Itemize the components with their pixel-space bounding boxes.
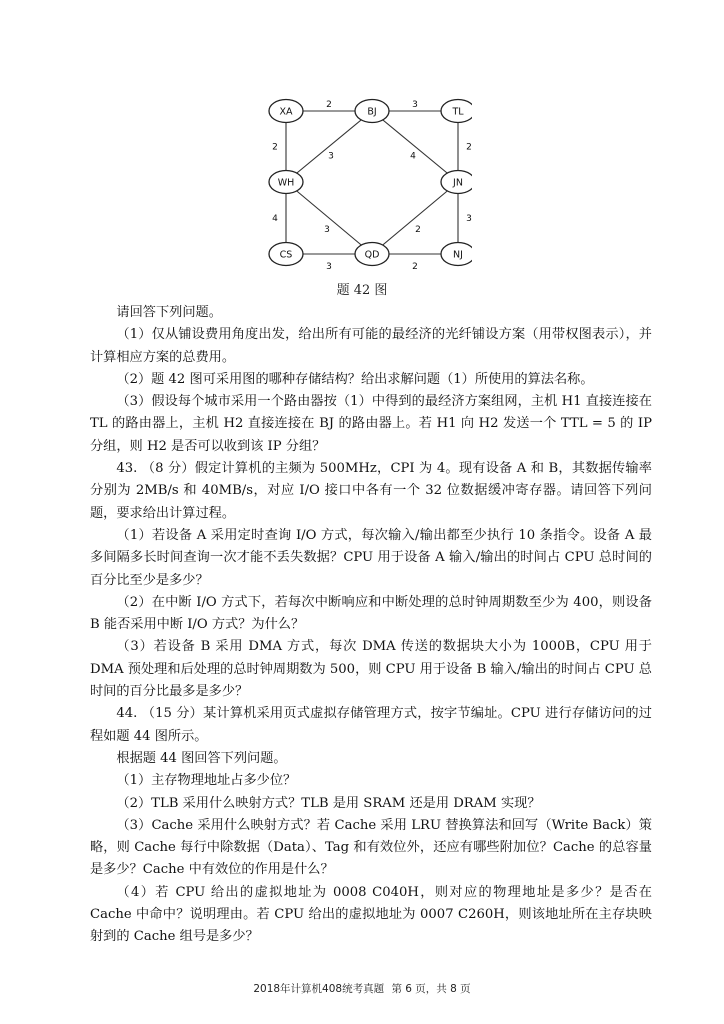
paragraph: 请回答下列问题。 (116, 305, 222, 320)
graph-node-nj (441, 243, 472, 266)
paragraph: （2）TLB 采用什么映射方式？TLB 是用 SRAM 还是用 DRAM 实现？ (116, 795, 541, 811)
edge-weight-label: 4 (410, 151, 416, 162)
paragraph: （1）主存物理地址占多少位？ (116, 773, 297, 789)
paragraph: 44. （15 分）某计算机采用页式虚拟存储管理方式，按字节编址。CPU 进行存储访问的过程如题 44 图所示。 (90, 706, 652, 744)
graph-node-cs (269, 243, 303, 266)
graph-node-wh (269, 171, 303, 194)
paragraph: （3）假设每个城市采用一个路由器按（1）中得到的最经济方案组网，主机 H1 直接连接在 TL 的路由器上，主机 H2 直接连接在 BJ 的路由器上。若 H1 向 H2 发送一个 TTL = 5 的 IP 分组，则 H2 是否可以收到该 IP 分组？ (90, 394, 652, 454)
question-text (90, 302, 652, 949)
node-label: BJ (367, 106, 377, 118)
edge-weight-label: 2 (326, 100, 332, 110)
footer-page-number: 第 6 页，共 8 页 (391, 983, 471, 995)
footer-title: 2018年计算机408统考真题 (253, 983, 385, 995)
edge-weight-label: 2 (466, 142, 472, 153)
network-graph-figure (262, 88, 472, 273)
edge-weight-label: 3 (326, 262, 332, 272)
graph-node-tl (441, 100, 472, 123)
graph-node-xa (269, 100, 303, 123)
node-label: JN (453, 177, 463, 189)
paragraph: （2）题 42 图可采用图的哪种存储结构？给出求解问题（1）所使用的算法名称。 (116, 371, 594, 387)
node-label: TL (452, 106, 464, 118)
paragraph: （3）Cache 采用什么映射方式？若 Cache 采用 LRU 替换算法和回写（Write Back）策略，则 Cache 每行中除数据（Data）、Tag 和有效位外，还应有哪些附加位？Cache 的总容量是多少？Cache 中有效位的作用是什么？ (90, 817, 652, 878)
page-footer (0, 981, 724, 996)
edge-weight-label: 3 (328, 151, 334, 162)
node-label: WH (277, 177, 295, 189)
edge-weight-label: 2 (415, 225, 421, 235)
graph-edge-bj-wh (286, 111, 372, 182)
paragraph: （1）若设备 A 采用定时查询 I/O 方式，每次输入/输出都至少执行 10 条指令。设备 A 最多间隔多长时间查询一次才能不丢失数据？CPU 用于设备 A 输入/输出的时间占 CPU 总时间的百分比至少是多少？ (90, 527, 652, 588)
paragraph: （4）若 CPU 给出的虚拟地址为 0008 C040H，则对应的物理地址是多少？是否在 Cache 中命中？说明理由。若 CPU 给出的虚拟地址为 0007 C260H，则该地址所在主存块映射到的 Cache 组号是多少？ (90, 884, 652, 945)
graph-node-bj (355, 100, 389, 123)
graph-edge-bj-jn (372, 111, 458, 182)
edge-weight-label: 3 (324, 225, 330, 235)
graph-edge-wh-qd (286, 182, 372, 254)
edge-weight-label: 3 (412, 100, 418, 110)
paragraph: （2）在中断 I/O 方式下，若每次中断响应和中断处理的总时钟周期数至少为 400，则设备 B 能否采用中断 I/O 方式？为什么？ (90, 594, 652, 633)
node-label: NJ (453, 249, 463, 261)
figure-caption: 题 42 图 (336, 283, 388, 298)
paragraph: （1）仅从铺设费用角度出发，给出所有可能的最经济的光纤铺设方案（用带权图表示），并计算相应方案的总费用。 (90, 327, 652, 365)
node-label: QD (364, 249, 380, 261)
node-label: XA (279, 106, 293, 118)
edge-weight-label: 4 (272, 214, 278, 224)
paragraph: 根据题 44 图回答下列问题。 (116, 750, 287, 766)
paragraph: 43. （8 分）假定计算机的主频为 500MHz，CPI 为 4。现有设备 A 和 B，其数据传输率分别为 2MB/s 和 40MB/s，对应 I/O 接口中各有一个 32 位数据缓冲寄存器。请回答下列问题，要求给出计算过程。 (90, 461, 652, 521)
graph-node-jn (441, 171, 472, 194)
edge-weight-label: 2 (272, 142, 278, 153)
edge-weight-label: 3 (466, 214, 472, 224)
node-label: CS (279, 249, 293, 261)
graph-node-qd (355, 243, 389, 266)
graph-edge-jn-qd (372, 182, 458, 254)
paragraph: （3）若设备 B 采用 DMA 方式，每次 DMA 传送的数据块大小为 1000B，CPU 用于 DMA 预处理和后处理的总时钟周期数为 500，则 CPU 用于设备 B 输入/输出的时间占 CPU 总时间的百分比最多是多少？ (90, 639, 652, 700)
edge-weight-label: 2 (412, 262, 418, 272)
